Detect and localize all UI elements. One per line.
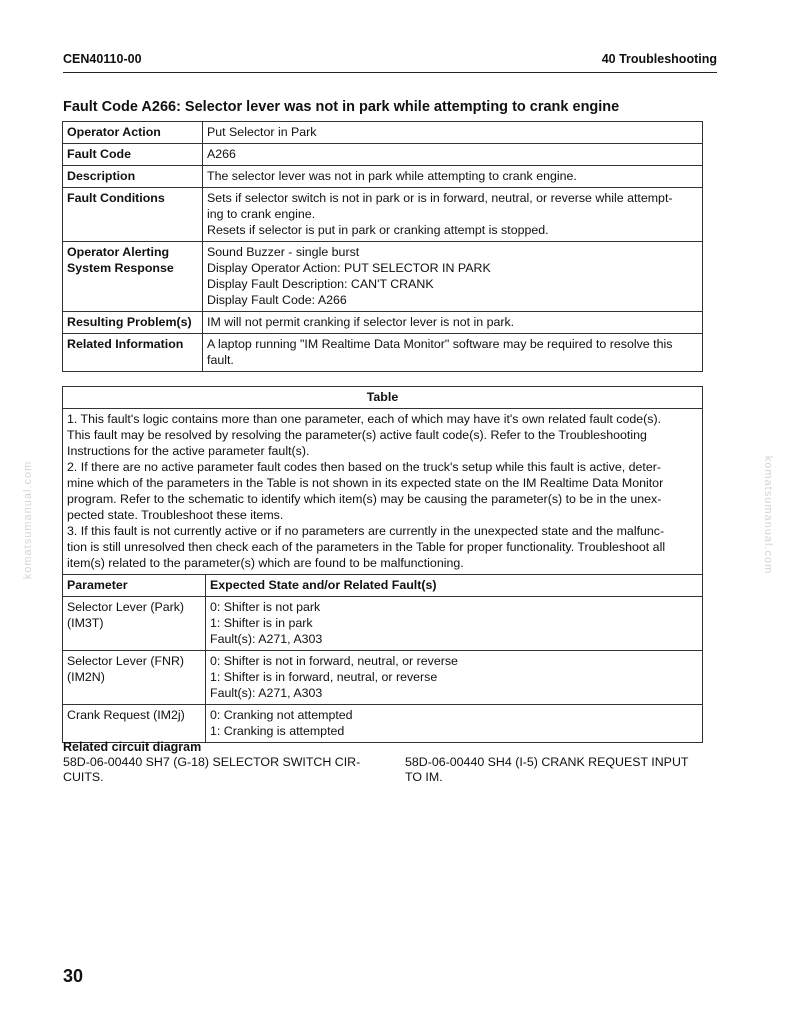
key-line: Operator Alerting xyxy=(67,245,170,259)
value-line: A266 xyxy=(207,147,236,161)
param-line: (IM3T) xyxy=(67,616,104,630)
related-diagram-left xyxy=(63,755,383,785)
param-line: Selector Lever (Park) xyxy=(67,600,185,614)
table-row xyxy=(63,312,703,334)
param-line: (IM2N) xyxy=(67,670,105,684)
diagram-ref-line: 58D-06-00440 SH7 (G-18) SELECTOR SWITCH CIR- xyxy=(63,755,361,769)
value-line: Put Selector in Park xyxy=(207,125,317,139)
table-row xyxy=(63,188,703,242)
table-notes xyxy=(63,409,703,575)
value-line: 0: Shifter is not in forward, neutral, or reverse xyxy=(210,654,458,668)
table-row xyxy=(63,597,703,651)
value-line: 0: Shifter is not park xyxy=(210,600,321,614)
section-title: 40 Troubleshooting xyxy=(601,52,717,66)
row-value xyxy=(203,242,703,312)
table-row xyxy=(63,242,703,312)
value-line: Sets if selector switch is not in park or is in forward, neutral, or reverse while attempt- xyxy=(207,191,673,205)
row-value xyxy=(203,334,703,372)
note-line: Instructions for the active parameter fault(s). xyxy=(67,444,310,458)
row-key: Resulting Problem(s) xyxy=(63,312,203,334)
row-key: Fault Conditions xyxy=(63,188,203,242)
table-row xyxy=(63,144,703,166)
related-diagram-right xyxy=(405,755,715,785)
note-line: 3. If this fault is not currently active or if no parameters are currently in the unexpected state and the malfunc- xyxy=(67,524,665,538)
note-line: item(s) related to the parameter(s) which are found to be malfunctioning. xyxy=(67,556,464,570)
value-line: The selector lever was not in park while attempting to crank engine. xyxy=(207,169,577,183)
row-key: Description xyxy=(63,166,203,188)
row-value xyxy=(203,188,703,242)
parameter-table xyxy=(62,386,703,743)
fault-code-table xyxy=(62,121,703,372)
value-line: Sound Buzzer - single burst xyxy=(207,245,360,259)
note-line: program. Refer to the schematic to identify which item(s) may be causing the parameter(s) to be in the unex- xyxy=(67,492,662,506)
note-line: 2. If there are no active parameter fault codes then based on the truck's setup while this fault is active, deter- xyxy=(67,460,661,474)
notes-row xyxy=(63,409,703,575)
value-line: 1: Cranking is attempted xyxy=(210,724,345,738)
value-line: Resets if selector is put in park or cranking attempt is stopped. xyxy=(207,223,549,237)
table-caption-row xyxy=(63,387,703,409)
value-line: 0: Cranking not attempted xyxy=(210,708,353,722)
param-line: Selector Lever (FNR) xyxy=(67,654,185,668)
doc-code: CEN40110-00 xyxy=(63,52,142,66)
note-line: pected state. Troubleshoot these items. xyxy=(67,508,284,522)
value-line: A laptop running "IM Realtime Data Monitor" software may be required to resolve this xyxy=(207,337,673,351)
parameter-cell xyxy=(63,705,206,743)
note-line: mine which of the parameters in the Table is not shown in its expected state on the IM Realtime Data Monitor xyxy=(67,476,664,490)
row-value xyxy=(203,122,703,144)
row-value xyxy=(203,166,703,188)
row-key xyxy=(63,242,203,312)
page-number: 30 xyxy=(63,966,84,986)
row-key: Operator Action xyxy=(63,122,203,144)
note-line: This fault may be resolved by resolving the parameter(s) active fault code(s). Refer to the Troubleshooting xyxy=(67,428,647,442)
table-row xyxy=(63,651,703,705)
diagram-ref-line: CUITS. xyxy=(63,770,104,784)
fault-title: Fault Code A266: Selector lever was not in park while attempting to crank engine xyxy=(63,99,620,115)
row-key: Fault Code xyxy=(63,144,203,166)
value-line: Fault(s): A271, A303 xyxy=(210,632,323,646)
expected-cell xyxy=(206,705,703,743)
row-value xyxy=(203,312,703,334)
value-line: Fault(s): A271, A303 xyxy=(210,686,323,700)
param-line: Crank Request (IM2j) xyxy=(67,708,185,722)
value-line: 1: Shifter is in forward, neutral, or reverse xyxy=(210,670,438,684)
related-diagram-title: Related circuit diagram xyxy=(63,740,202,754)
expected-cell xyxy=(206,651,703,705)
note-line: tion is still unresolved then check each of the parameters in the Table for proper functionality. Troubleshoot all xyxy=(67,540,666,554)
col-header-parameter: Parameter xyxy=(63,575,206,597)
table-row xyxy=(63,705,703,743)
table-row xyxy=(63,334,703,372)
value-line: Display Fault Description: CAN'T CRANK xyxy=(207,277,434,291)
expected-cell xyxy=(206,597,703,651)
watermark-left: komatsumanual.com xyxy=(22,460,34,580)
column-header-row xyxy=(63,575,703,597)
parameter-cell xyxy=(63,651,206,705)
col-header-expected: Expected State and/or Related Fault(s) xyxy=(206,575,703,597)
note-line: 1. This fault's logic contains more than one parameter, each of which may have it's own related fault code(s). xyxy=(67,412,662,426)
row-key: Related Information xyxy=(63,334,203,372)
value-line: ing to crank engine. xyxy=(207,207,316,221)
table-row xyxy=(63,166,703,188)
value-line: Display Operator Action: PUT SELECTOR IN PARK xyxy=(207,261,491,275)
table-caption: Table xyxy=(63,387,703,409)
value-line: Display Fault Code: A266 xyxy=(207,293,347,307)
value-line: fault. xyxy=(207,353,234,367)
diagram-ref-line: TO IM. xyxy=(405,770,443,784)
table-row xyxy=(63,122,703,144)
watermark-right: komatsumanual.com xyxy=(762,455,774,575)
page-header xyxy=(63,52,717,73)
diagram-ref-line: 58D-06-00440 SH4 (I-5) CRANK REQUEST INPUT xyxy=(405,755,689,769)
key-line: System Response xyxy=(67,261,174,275)
parameter-cell xyxy=(63,597,206,651)
value-line: 1: Shifter is in park xyxy=(210,616,313,630)
row-value xyxy=(203,144,703,166)
value-line: IM will not permit cranking if selector lever is not in park. xyxy=(207,315,515,329)
